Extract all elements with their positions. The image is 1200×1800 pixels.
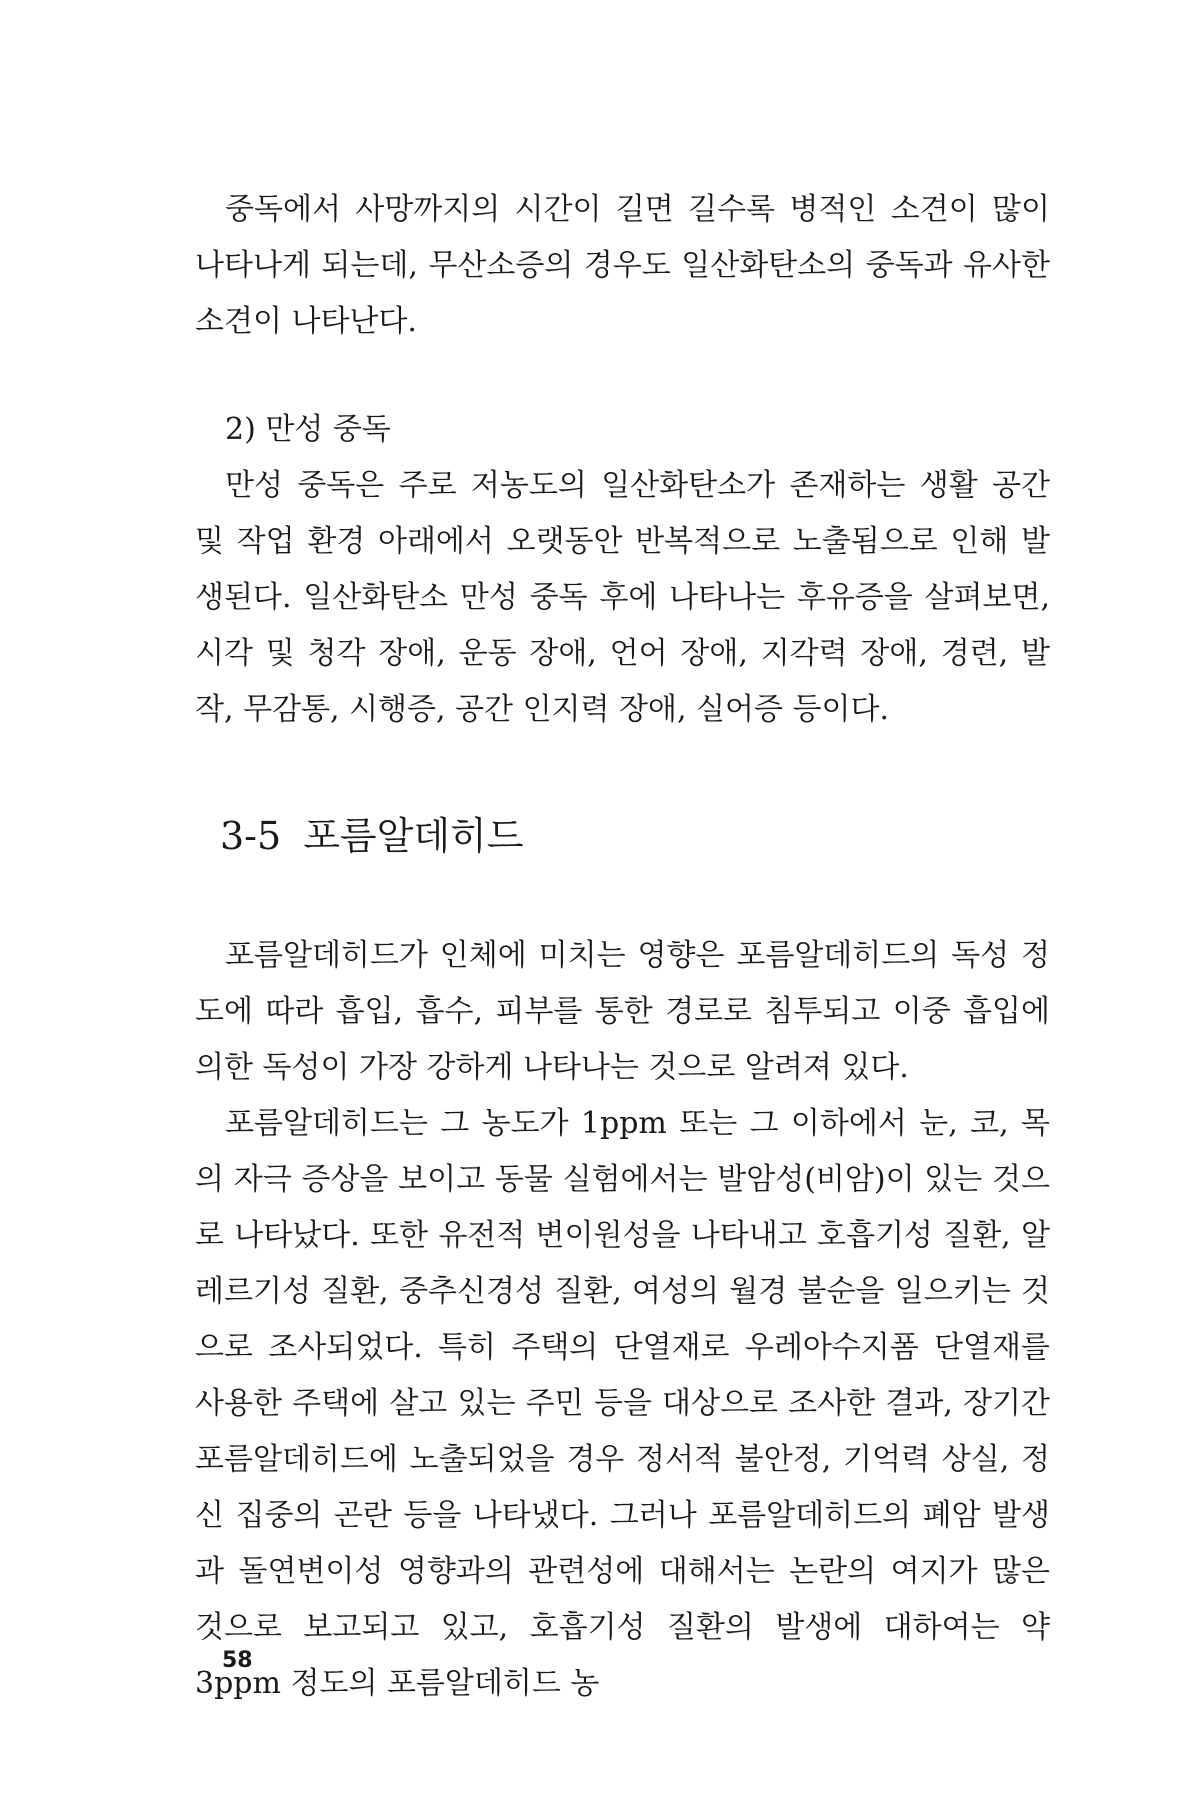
formaldehyde-paragraph-2: 포름알데히드는 그 농도가 1ppm 또는 그 이하에서 눈, 코, 목의 자극 증상을 보이고 동물 실험에서는 발암성(비암)이 있는 것으로 나타났다. 또한 유전적 변이원성을 나타내고 호흡기성 질환, 알레르기성 질환, 중추신경성 질환, 여성의 월경 불순을 일으키는 것으로 조사되었다. 특히 주택의 단열재로 우레아수지폼 단열재를 사용한 주택에 살고 있는 주민 등을 대상으로 조사한 결과, 장기간 포름알데히드에 노출되었을 경우 정서적 불안정, 기억력 상실, 정신 집중의 곤란 등을 나타냈다. 그러나 포름알데히드의 폐암 발생과 돌연변이성 영향과의 관련성에 대해서는 논란의 여지가 많은 것으로 보고되고 있고, 호흡기성 질환의 발생에 대하여는 약 3ppm 정도의 포름알데히드 농	[195, 1106, 1050, 1701]
formaldehyde-paragraph-1: 포름알데히드가 인체에 미치는 영향은 포름알데히드의 독성 정도에 따라 흡입, 흡수, 피부를 통한 경로로 침투되고 이중 흡입에 의한 독성이 가장 강하게 나타나는 것으로 알려져 있다.	[195, 938, 1050, 1085]
section-heading	[220, 808, 523, 864]
chronic-poisoning-heading: 2) 만성 중독	[225, 412, 391, 447]
continuation-paragraph: 중독에서 사망까지의 시간이 길면 길수록 병적인 소견이 많이 나타나게 되는데, 무산소증의 경우도 일산화탄소의 중독과 유사한 소견이 나타난다.	[195, 192, 1050, 339]
page-number: 58	[222, 1648, 253, 1673]
chronic-poisoning-block	[195, 402, 1050, 738]
section-number: 3-5	[220, 814, 282, 858]
section-title: 포름알데히드	[303, 814, 524, 858]
chronic-poisoning-paragraph: 만성 중독은 주로 저농도의 일산화탄소가 존재하는 생활 공간 및 작업 환경 아래에서 오랫동안 반복적으로 노출됨으로 인해 발생된다. 일산화탄소 만성 중독 후에 나타나는 후유증을 살펴보면, 시각 및 청각 장애, 운동 장애, 언어 장애, 지각력 장애, 경련, 발작, 무감통, 시행증, 공간 인지력 장애, 실어증 등이다.	[195, 468, 1050, 727]
continuation-text-block	[195, 182, 1050, 350]
formaldehyde-text-block	[195, 928, 1050, 1712]
